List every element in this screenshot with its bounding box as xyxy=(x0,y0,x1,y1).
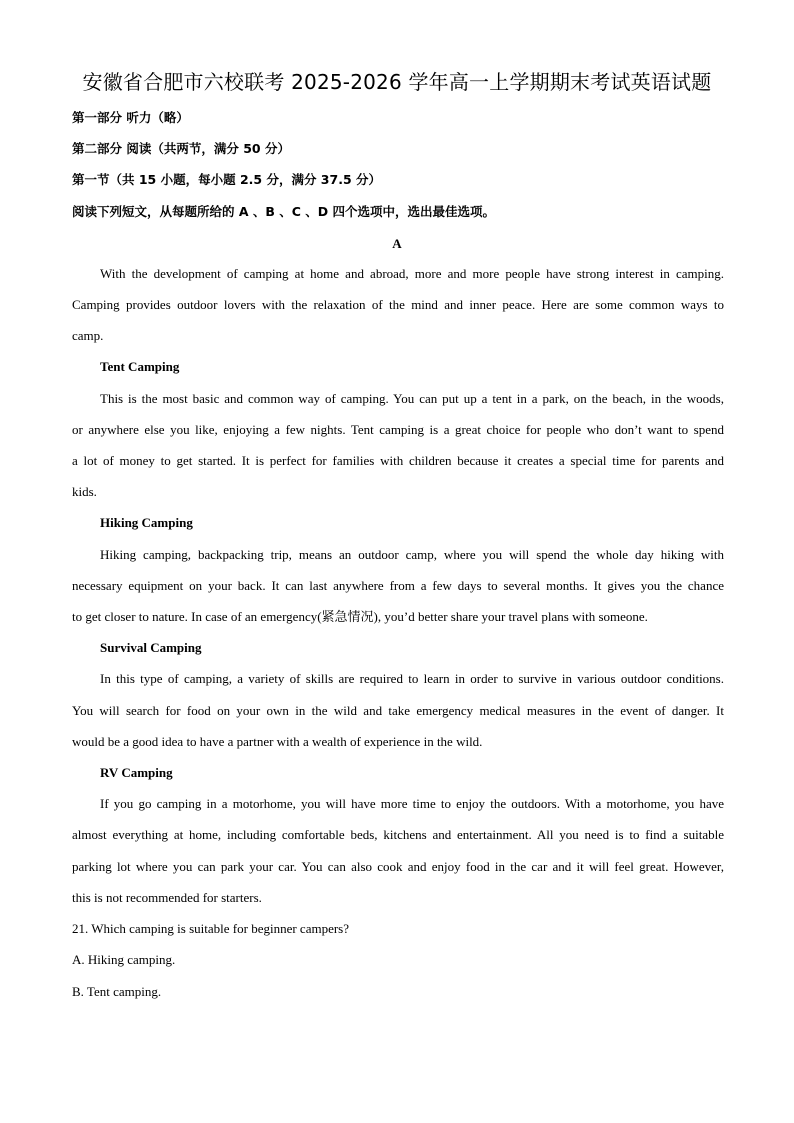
tent-line-2: or anywhere else you like, enjoying a few nights. Tent camping is a great choice for people who don’t want to spend xyxy=(72,422,724,437)
rv-line-4: this is not recommended for starters. xyxy=(72,890,262,905)
section-heading-hiking-camping: Hiking Camping xyxy=(100,515,193,530)
tent-line-1: This is the most basic and common way of camping. You can put up a tent in a park, on the beach, in the woods, xyxy=(100,391,724,406)
section1-heading: 第一节（共 15 小题，每小题 2.5 分，满分 37.5 分） xyxy=(72,172,381,187)
section-heading-tent-camping: Tent Camping xyxy=(100,359,180,374)
question-21: 21. Which camping is suitable for beginner campers? xyxy=(72,921,350,936)
question-option-a: A. Hiking camping. xyxy=(72,952,176,967)
part2-heading: 第二部分 阅读（共两节，满分 50 分） xyxy=(72,141,290,156)
survival-line-2: You will search for food on your own in the wild and take emergency medical measures in the event of danger. It xyxy=(72,703,724,718)
hiking-line-3: to get closer to nature. In case of an emergency(紧急情况), you’d better share your travel plans with someone. xyxy=(72,609,648,624)
hiking-line-2: necessary equipment on your back. It can last anywhere from a few days to several months. It gives you the chance xyxy=(72,578,724,593)
hiking-line-1: Hiking camping, backpacking trip, means an outdoor camp, where you will spend the whole day hiking with xyxy=(100,547,724,562)
intro-line-2: Camping provides outdoor lovers with the relaxation of the mind and inner peace. Here are some common ways to xyxy=(72,297,724,312)
rv-line-1: If you go camping in a motorhome, you will have more time to enjoy the outdoors. With a motorhome, you have xyxy=(100,796,724,811)
question-option-b: B. Tent camping. xyxy=(72,984,162,999)
section-heading-rv-camping: RV Camping xyxy=(100,765,173,780)
intro-line-3: camp. xyxy=(72,328,104,343)
rv-line-2: almost everything at home, including comfortable beds, kitchens and entertainment. All you need is to find a suitable xyxy=(72,827,724,842)
survival-line-1: In this type of camping, a variety of skills are required to learn in order to survive in various outdoor conditions. xyxy=(100,671,724,686)
instruction-text: 阅读下列短文，从每题所给的 A 、B 、C 、D 四个选项中，选出最佳选项。 xyxy=(72,204,496,219)
survival-line-3: would be a good idea to have a partner with a wealth of experience in the wild. xyxy=(72,734,483,749)
intro-line-1: With the development of camping at home and abroad, more and more people have strong interest in camping. xyxy=(100,266,724,281)
section-heading-survival-camping: Survival Camping xyxy=(100,640,202,655)
passage-label: A xyxy=(392,236,402,251)
part1-heading: 第一部分 听力（略） xyxy=(72,110,189,125)
rv-line-3: parking lot where you can park your car. You can also cook and enjoy food in the car and it will feel great. However, xyxy=(72,859,724,874)
tent-line-4: kids. xyxy=(72,484,97,499)
tent-line-3: a lot of money to get started. It is perfect for families with children because it creates a special time for parents and xyxy=(72,453,724,468)
page-title: 安徽省合肥市六校联考 2025-2026 学年高一上学期期末考试英语试题 xyxy=(82,70,712,94)
